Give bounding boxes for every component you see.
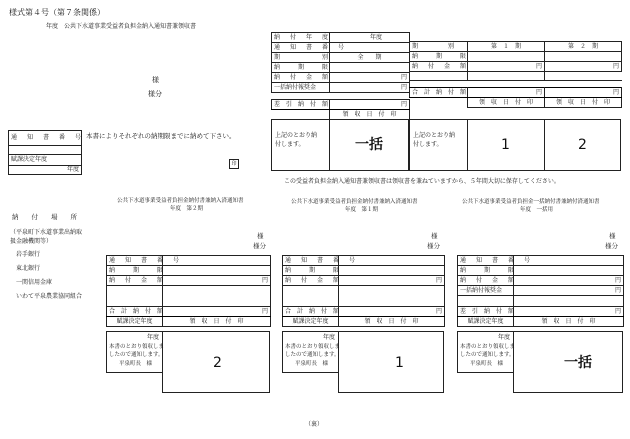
assess-year-label: 賦課決定年度 — [9, 155, 82, 166]
receipt-c-due-label: 納 期 限 — [458, 266, 514, 276]
receipt-b-sub: 年度 第１期 — [345, 207, 379, 213]
receipt-a-msg1: 本書のとおり領収しま — [109, 344, 165, 350]
receipt-c-net-label: 差 引 納 付 額 — [458, 307, 514, 317]
total-2-yen: 円 — [545, 88, 622, 98]
bank-4: いわて平泉農業協同組合 — [16, 293, 83, 300]
receipt-stamp-area-1 — [467, 119, 545, 171]
receipt-c-samabun: 様分 — [605, 242, 618, 250]
receipt-a-assess-label: 賦課決定年度 — [107, 317, 163, 327]
big-label-ikkatsu: 一括 — [355, 137, 383, 153]
receipt-c-stamp — [513, 331, 623, 393]
receipt-date-1: 領 収 日 付 印 — [468, 98, 545, 108]
payment-place-sub2: 扱金融機関等） — [10, 238, 53, 245]
receipt-a-sub: 年度 第２期 — [170, 206, 204, 212]
receipt-b-msg1: 本書のとおり領収しま — [285, 344, 341, 350]
certify-box — [271, 119, 330, 171]
bank-1: 岩手銀行 — [16, 251, 41, 258]
receipt-b-notice-label: 通 知 書 番 号 — [283, 256, 339, 266]
receipt-c-table — [457, 255, 624, 327]
receipt-c-amount-yen: 円 — [514, 276, 624, 286]
receipt-a-amount-yen: 円 — [163, 276, 271, 286]
receipt-b-stamp — [338, 331, 444, 393]
period-label: 期 別 — [272, 53, 330, 63]
total-1-yen: 円 — [468, 88, 545, 98]
receipt-c-mayor: 平泉町長 様 — [470, 361, 504, 367]
receipt-a-sama: 様 — [257, 232, 264, 240]
bank-3: 一関信用金庫 — [16, 279, 53, 286]
notice-no-value — [9, 146, 82, 155]
fiscal-year-label: 納 付 年 度 — [272, 33, 330, 43]
due-label-2: 納 期 限 — [410, 52, 468, 62]
receipt-c-msg1: 本書のとおり領収しま — [460, 344, 516, 350]
receipt-a-big: 2 — [213, 355, 222, 371]
certify-line2: 付します。 — [275, 141, 305, 148]
receipt-a-year: 年度 — [146, 334, 159, 341]
net-amount-yen: 円 — [330, 100, 410, 110]
receipt-a-samabun: 様分 — [253, 242, 266, 250]
certify-line1: 上記のとおり納 — [275, 132, 318, 139]
receipt-a-table — [106, 255, 271, 327]
period-2: 第 ２ 期 — [545, 42, 622, 52]
payment-place-sub1: （平泉町下水道事業出納取 — [10, 229, 83, 236]
receipt-date-2: 領 収 日 付 印 — [545, 98, 622, 108]
receipt-b-big: 1 — [395, 355, 404, 371]
receipt-b-amount-label: 納 付 金 額 — [283, 276, 339, 286]
lump-reward-yen: 円 — [330, 83, 410, 93]
due-label: 納 期 限 — [272, 63, 330, 73]
receipt-a-due-label: 納 期 限 — [107, 266, 163, 276]
total-label-2: 合 計 納 付 額 — [410, 88, 468, 98]
receipt-c-lump-label: 一括納付報奨金 — [458, 286, 514, 296]
period-label-2: 期 別 — [410, 42, 468, 52]
receipt-date-label: 領 収 日 付 印 — [330, 110, 410, 120]
receipt-a-mayor: 平泉町長 様 — [119, 361, 153, 367]
receipt-c-title: 公共下水道事業受益者負担金一括納付書兼納付済通知書 — [462, 199, 600, 205]
receipt-c-assess-label: 賦課決定年度 — [458, 317, 514, 327]
notice-no-label: 通 知 書 番 号 — [9, 131, 82, 146]
period-1: 第 １ 期 — [468, 42, 545, 52]
payment-place-label: 納 付 場 所 — [12, 213, 77, 221]
receipt-a-total-yen: 円 — [163, 307, 271, 317]
lump-reward-label: 一括納付報奨金 — [272, 83, 330, 93]
pay-instruction: 本書によりそれぞれの納期限までに納めて下さい。 — [86, 132, 236, 140]
receipt-b-assess-label: 賦課決定年度 — [283, 317, 339, 327]
receipt-a-msg-box — [106, 331, 163, 373]
receipt-a-title: 公共下水道事業受益者負担金納付書兼納入済通知書 — [117, 198, 244, 204]
receipt-c-amount-label: 納 付 金 額 — [458, 276, 514, 286]
receipt-b-mayor: 平泉町長 様 — [295, 361, 329, 367]
receipt-b-samabun: 様分 — [427, 242, 440, 250]
top-form-right — [409, 41, 622, 108]
receipt-c-lump-yen: 円 — [514, 286, 624, 296]
full-period: 全 期 — [330, 53, 410, 63]
receipt-a-date-label: 領 収 日 付 印 — [163, 317, 271, 327]
top-form-left — [271, 32, 410, 120]
footer-ura: （裏） — [305, 421, 324, 428]
receipt-b-table — [282, 255, 445, 327]
receipt-a-notice-label: 通 知 書 番 号 — [107, 256, 163, 266]
assess-year-value: 年度 — [9, 166, 82, 175]
notice-no-label-top: 通 知 書 番 号 — [272, 43, 330, 53]
receipt-b-due-label: 納 期 限 — [283, 266, 339, 276]
receipt-c-date-label: 領 収 日 付 印 — [514, 317, 624, 327]
fiscal-year-value: 年度 — [330, 33, 410, 43]
receipt-b-sama: 様 — [431, 232, 438, 240]
notice-box — [8, 130, 82, 175]
receipt-b-title: 公共下水道事業受益者負担金納付書兼納入済通知書 — [291, 199, 418, 205]
keep-note: この受益者負担金納入通知書兼領収書は領収書を兼ねていますから、５年間大切に保存してください。 — [284, 178, 560, 185]
big-label-2: 2 — [578, 137, 587, 153]
receipt-c-year: 年度 — [497, 334, 510, 341]
receipt-b-msg2: したので通知します。 — [285, 352, 340, 358]
receipt-b-total-label: 合 計 納 付 額 — [283, 307, 339, 317]
bank-2: 東北銀行 — [16, 265, 41, 272]
receipt-c-msg2: したので通知します。 — [460, 352, 515, 358]
addressee-samabun: 様分 — [148, 90, 162, 98]
receipt-c-big: 一括 — [564, 355, 592, 371]
amount-1-yen: 円 — [468, 62, 545, 72]
certify-line2-b: 付します。 — [413, 141, 443, 148]
receipt-c-notice-label: 通 知 書 番 号 — [458, 256, 514, 266]
amount-label-2: 納 付 金 額 — [410, 62, 468, 72]
amount-yen: 円 — [330, 73, 410, 83]
receipt-a-amount-label: 納 付 金 額 — [107, 276, 163, 286]
receipt-b-year: 年度 — [322, 334, 335, 341]
seal-mark: 印 — [229, 159, 239, 169]
certify-box-2 — [409, 119, 468, 171]
big-label-1: 1 — [501, 137, 510, 153]
receipt-b-total-yen: 円 — [339, 307, 445, 317]
form-number: 様式第４号（第７条関係） — [9, 8, 105, 17]
receipt-b-date-label: 領 収 日 付 印 — [339, 317, 445, 327]
amount-2-yen: 円 — [545, 62, 622, 72]
receipt-c-sub: 年度 一括用 — [520, 207, 554, 213]
addressee-sama: 様 — [152, 76, 159, 84]
receipt-stamp-area-full — [329, 119, 409, 171]
receipt-c-sama: 様 — [609, 232, 616, 240]
receipt-c-net-yen: 円 — [514, 307, 624, 317]
receipt-a-stamp — [162, 331, 270, 393]
certify-line1-b: 上記のとおり納 — [413, 132, 456, 139]
receipt-b-amount-yen: 円 — [339, 276, 445, 286]
main-title: 年度 公共下水道事業受益者負担金納入通知書兼領収書 — [46, 23, 197, 30]
receipt-a-total-label: 合 計 納 付 額 — [107, 307, 163, 317]
receipt-a-msg2: したので通知します。 — [109, 352, 164, 358]
receipt-c-msg-box — [457, 331, 514, 373]
receipt-stamp-area-2 — [544, 119, 621, 171]
receipt-b-msg-box — [282, 331, 339, 373]
amount-label: 納 付 金 額 — [272, 73, 330, 83]
net-amount-label: 差 引 納 付 額 — [272, 100, 330, 110]
